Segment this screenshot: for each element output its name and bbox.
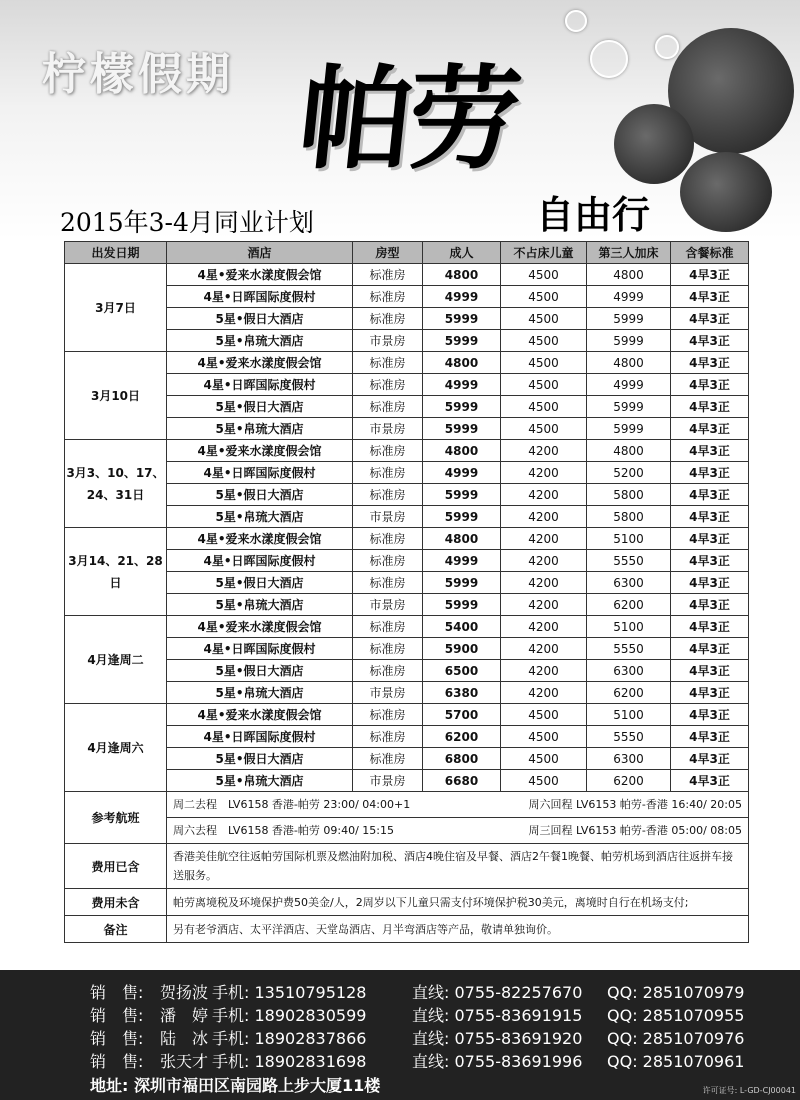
adult-price-cell: 5999: [423, 594, 501, 616]
included-text: 香港美佳航空往返帕劳国际机票及燃油附加税、酒店4晚住宿及早餐、酒店2午餐1晚餐、帕劳机场到酒店往返拼车接送服务。: [167, 844, 749, 889]
brand-logo: 柠檬假期: [42, 49, 234, 100]
contact-qq: QQ: 2851070976: [607, 1029, 745, 1048]
extra-bed-price-cell: 6300: [587, 748, 671, 770]
extra-bed-price-cell: 5999: [587, 396, 671, 418]
hotel-cell: 4星•爱来水漾度假会馆: [167, 264, 353, 286]
hotel-cell: 5星•帛琉大酒店: [167, 594, 353, 616]
table-row: [65, 308, 749, 330]
table-row: [65, 528, 749, 550]
adult-price-cell: 6500: [423, 660, 501, 682]
adult-price-cell: 4800: [423, 528, 501, 550]
plan-title: 2015年3-4月同业计划: [60, 208, 314, 237]
table-row: [65, 440, 749, 462]
column-header: 第三人加床: [587, 242, 671, 264]
meal-cell: 4早3正: [671, 352, 749, 374]
table-row: [65, 352, 749, 374]
flights-row: [65, 818, 749, 844]
contact-row: [90, 1003, 744, 1026]
hotel-cell: 5星•帛琉大酒店: [167, 682, 353, 704]
room-type-cell: 标准房: [353, 748, 423, 770]
meal-cell: 4早3正: [671, 396, 749, 418]
contact-mobile: 手机: 18902837866: [212, 1029, 367, 1048]
extra-bed-price-cell: 6200: [587, 682, 671, 704]
room-type-cell: 标准房: [353, 484, 423, 506]
child-price-cell: 4500: [501, 308, 587, 330]
contact-mobile: 手机: 13510795128: [212, 983, 367, 1002]
remarks-text: 另有老爷酒店、太平洋酒店、天堂岛酒店、月半弯酒店等产品，敬请单独询价。: [167, 916, 749, 943]
meal-cell: 4早3正: [671, 594, 749, 616]
meal-cell: 4早3正: [671, 264, 749, 286]
excluded-label: 费用未含: [65, 889, 167, 916]
adult-price-cell: 5700: [423, 704, 501, 726]
contact-mobile: 手机: 18902830599: [212, 1006, 367, 1025]
hotel-cell: 4星•日晖国际度假村: [167, 462, 353, 484]
table-row: [65, 704, 749, 726]
flight-return-sat: 周六回程 LV6153 帕劳-香港 16:40/ 20:05: [528, 798, 742, 811]
meal-cell: 4早3正: [671, 748, 749, 770]
hotel-cell: 5星•帛琉大酒店: [167, 506, 353, 528]
excluded-text: 帕劳离境税及环境保护费50美金/人，2周岁以下儿童只需支付环境保护税30美元，离境时自行在机场支付;: [167, 889, 749, 916]
bubble-decoration: [655, 35, 679, 59]
extra-bed-price-cell: 5100: [587, 616, 671, 638]
adult-price-cell: 5900: [423, 638, 501, 660]
meal-cell: 4早3正: [671, 418, 749, 440]
contact-direct-line: 直线: 0755-83691920: [412, 1029, 583, 1048]
adult-price-cell: 6800: [423, 748, 501, 770]
extra-bed-price-cell: 4800: [587, 264, 671, 286]
hotel-cell: 4星•爱来水漾度假会馆: [167, 440, 353, 462]
room-type-cell: 标准房: [353, 440, 423, 462]
extra-bed-price-cell: 6300: [587, 660, 671, 682]
table-row: [65, 660, 749, 682]
adult-price-cell: 5400: [423, 616, 501, 638]
hotel-cell: 5星•假日大酒店: [167, 660, 353, 682]
room-type-cell: 标准房: [353, 660, 423, 682]
child-price-cell: 4200: [501, 440, 587, 462]
extra-bed-price-cell: 4999: [587, 286, 671, 308]
room-type-cell: 标准房: [353, 638, 423, 660]
extra-bed-price-cell: 5100: [587, 704, 671, 726]
adult-price-cell: 4999: [423, 374, 501, 396]
adult-price-cell: 6380: [423, 682, 501, 704]
child-price-cell: 4500: [501, 352, 587, 374]
room-type-cell: 市景房: [353, 594, 423, 616]
table-row: [65, 748, 749, 770]
child-price-cell: 4500: [501, 726, 587, 748]
adult-price-cell: 6680: [423, 770, 501, 792]
hotel-cell: 5星•假日大酒店: [167, 572, 353, 594]
flight-outbound-sat: 周六去程 LV6158 香港-帕劳 09:40/ 15:15: [173, 824, 395, 837]
bubble-decoration: [590, 40, 628, 78]
adult-price-cell: 4800: [423, 440, 501, 462]
child-price-cell: 4200: [501, 462, 587, 484]
room-type-cell: 市景房: [353, 682, 423, 704]
room-type-cell: 标准房: [353, 528, 423, 550]
adult-price-cell: 5999: [423, 484, 501, 506]
coral-photo: [614, 104, 694, 184]
child-price-cell: 4500: [501, 418, 587, 440]
room-type-cell: 市景房: [353, 418, 423, 440]
meal-cell: 4早3正: [671, 308, 749, 330]
departure-date-cell: 3月7日: [65, 264, 167, 352]
child-price-cell: 4500: [501, 374, 587, 396]
child-price-cell: 4200: [501, 484, 587, 506]
adult-price-cell: 4999: [423, 462, 501, 484]
flight-return-wed: 周三回程 LV6153 帕劳-香港 05:00/ 08:05: [528, 824, 742, 837]
room-type-cell: 标准房: [353, 550, 423, 572]
contact-role: 销 售:: [90, 983, 144, 1002]
column-header: 酒店: [167, 242, 353, 264]
extra-bed-price-cell: 5800: [587, 506, 671, 528]
flights-row: [65, 792, 749, 818]
meal-cell: 4早3正: [671, 374, 749, 396]
address: 地址: 深圳市福田区南园路上步大厦11楼: [90, 1076, 381, 1095]
meal-cell: 4早3正: [671, 440, 749, 462]
adult-price-cell: 4800: [423, 264, 501, 286]
room-type-cell: 标准房: [353, 462, 423, 484]
table-row: [65, 616, 749, 638]
child-price-cell: 4500: [501, 264, 587, 286]
license-number: 许可证号: L-GD-CJ00041: [702, 1086, 796, 1095]
extra-bed-price-cell: 5999: [587, 308, 671, 330]
hotel-cell: 5星•假日大酒店: [167, 484, 353, 506]
adult-price-cell: 5999: [423, 330, 501, 352]
hotel-cell: 4星•爱来水漾度假会馆: [167, 528, 353, 550]
contact-qq: QQ: 2851070961: [607, 1052, 745, 1071]
child-price-cell: 4200: [501, 638, 587, 660]
table-row: [65, 374, 749, 396]
extra-bed-price-cell: 6200: [587, 594, 671, 616]
table-row: [65, 396, 749, 418]
meal-cell: 4早3正: [671, 330, 749, 352]
room-type-cell: 市景房: [353, 506, 423, 528]
adult-price-cell: 5999: [423, 506, 501, 528]
extra-bed-price-cell: 6200: [587, 770, 671, 792]
child-price-cell: 4200: [501, 682, 587, 704]
hotel-cell: 4星•爱来水漾度假会馆: [167, 352, 353, 374]
meal-cell: 4早3正: [671, 682, 749, 704]
extra-bed-price-cell: 4800: [587, 440, 671, 462]
departure-date-cell: 3月14、21、28日: [65, 528, 167, 616]
table-row: [65, 330, 749, 352]
meal-cell: 4早3正: [671, 770, 749, 792]
remarks-label: 备注: [65, 916, 167, 943]
extra-bed-price-cell: 4999: [587, 374, 671, 396]
departure-date-cell: 4月逢周六: [65, 704, 167, 792]
meal-cell: 4早3正: [671, 704, 749, 726]
flights-label: 参考航班: [65, 792, 167, 844]
child-price-cell: 4200: [501, 594, 587, 616]
flights-line-2: [167, 818, 749, 844]
adult-price-cell: 5999: [423, 396, 501, 418]
table-row: [65, 462, 749, 484]
destination-title: 帕劳: [293, 55, 523, 185]
room-type-cell: 标准房: [353, 396, 423, 418]
child-price-cell: 4200: [501, 616, 587, 638]
contact-direct-line: 直线: 0755-83691996: [412, 1052, 583, 1071]
contact-role: 销 售:: [90, 1029, 144, 1048]
extra-bed-price-cell: 5100: [587, 528, 671, 550]
hotel-cell: 4星•日晖国际度假村: [167, 550, 353, 572]
flights-line-1: [167, 792, 749, 818]
meal-cell: 4早3正: [671, 286, 749, 308]
hotel-cell: 5星•帛琉大酒店: [167, 770, 353, 792]
meal-cell: 4早3正: [671, 506, 749, 528]
extra-bed-price-cell: 5550: [587, 550, 671, 572]
child-price-cell: 4500: [501, 330, 587, 352]
table-row: [65, 418, 749, 440]
hotel-cell: 4星•日晖国际度假村: [167, 638, 353, 660]
column-header: 含餐标准: [671, 242, 749, 264]
included-row: [65, 844, 749, 889]
table-row: [65, 770, 749, 792]
contact-qq: QQ: 2851070979: [607, 983, 745, 1002]
contact-name: 陆 冰: [160, 1029, 209, 1048]
child-price-cell: 4500: [501, 704, 587, 726]
hotel-cell: 5星•帛琉大酒店: [167, 418, 353, 440]
room-type-cell: 标准房: [353, 726, 423, 748]
meal-cell: 4早3正: [671, 660, 749, 682]
contact-mobile: 手机: 18902831698: [212, 1052, 367, 1071]
contact-role: 销 售:: [90, 1006, 144, 1025]
contact-row: [90, 980, 744, 1003]
room-type-cell: 标准房: [353, 374, 423, 396]
table-row: [65, 264, 749, 286]
meal-cell: 4早3正: [671, 638, 749, 660]
contact-direct-line: 直线: 0755-82257670: [412, 983, 583, 1002]
child-price-cell: 4500: [501, 396, 587, 418]
flight-outbound-tue: 周二去程 LV6158 香港-帕劳 23:00/ 04:00+1: [173, 798, 411, 811]
contact-row: [90, 1049, 744, 1072]
table-header-row: [65, 242, 749, 264]
adult-price-cell: 6200: [423, 726, 501, 748]
extra-bed-price-cell: 6300: [587, 572, 671, 594]
adult-price-cell: 5999: [423, 418, 501, 440]
room-type-cell: 标准房: [353, 616, 423, 638]
extra-bed-price-cell: 5999: [587, 418, 671, 440]
hotel-cell: 4星•日晖国际度假村: [167, 374, 353, 396]
extra-bed-price-cell: 5999: [587, 330, 671, 352]
meal-cell: 4早3正: [671, 462, 749, 484]
meal-cell: 4早3正: [671, 528, 749, 550]
room-type-cell: 市景房: [353, 330, 423, 352]
extra-bed-price-cell: 5800: [587, 484, 671, 506]
contact-name: 潘 婷: [160, 1006, 209, 1025]
adult-price-cell: 4999: [423, 286, 501, 308]
hotel-cell: 4星•日晖国际度假村: [167, 286, 353, 308]
meal-cell: 4早3正: [671, 726, 749, 748]
hotel-cell: 5星•假日大酒店: [167, 308, 353, 330]
contact-qq: QQ: 2851070955: [607, 1006, 745, 1025]
child-price-cell: 4500: [501, 770, 587, 792]
excluded-row: [65, 889, 749, 916]
child-price-cell: 4200: [501, 528, 587, 550]
header-banner: [0, 0, 800, 240]
table-row: [65, 506, 749, 528]
hotel-cell: 4星•爱来水漾度假会馆: [167, 704, 353, 726]
contact-footer: [0, 970, 800, 1100]
table-row: [65, 286, 749, 308]
child-price-cell: 4500: [501, 748, 587, 770]
subtitle: 自由行: [536, 193, 651, 237]
bubble-decoration: [565, 10, 587, 32]
column-header: 房型: [353, 242, 423, 264]
table-row: [65, 638, 749, 660]
meal-cell: 4早3正: [671, 484, 749, 506]
adult-price-cell: 5999: [423, 572, 501, 594]
child-price-cell: 4200: [501, 550, 587, 572]
child-price-cell: 4200: [501, 506, 587, 528]
island-photo: [680, 152, 772, 232]
hotel-cell: 5星•假日大酒店: [167, 396, 353, 418]
room-type-cell: 标准房: [353, 572, 423, 594]
room-type-cell: 标准房: [353, 704, 423, 726]
table-row: [65, 572, 749, 594]
hotel-cell: 4星•爱来水漾度假会馆: [167, 616, 353, 638]
price-table: [64, 241, 749, 943]
departure-date-cell: 3月3、10、17、24、31日: [65, 440, 167, 528]
meal-cell: 4早3正: [671, 616, 749, 638]
child-price-cell: 4200: [501, 572, 587, 594]
table-row: [65, 594, 749, 616]
table-row: [65, 682, 749, 704]
column-header: 不占床儿童: [501, 242, 587, 264]
table-row: [65, 484, 749, 506]
column-header: 出发日期: [65, 242, 167, 264]
room-type-cell: 标准房: [353, 286, 423, 308]
departure-date-cell: 3月10日: [65, 352, 167, 440]
extra-bed-price-cell: 5550: [587, 726, 671, 748]
table-row: [65, 726, 749, 748]
room-type-cell: 市景房: [353, 770, 423, 792]
contact-direct-line: 直线: 0755-83691915: [412, 1006, 583, 1025]
hotel-cell: 5星•帛琉大酒店: [167, 330, 353, 352]
meal-cell: 4早3正: [671, 550, 749, 572]
hotel-cell: 5星•假日大酒店: [167, 748, 353, 770]
contact-name: 张天才: [160, 1052, 209, 1071]
meal-cell: 4早3正: [671, 572, 749, 594]
adult-price-cell: 4999: [423, 550, 501, 572]
extra-bed-price-cell: 4800: [587, 352, 671, 374]
hotel-cell: 4星•日晖国际度假村: [167, 726, 353, 748]
extra-bed-price-cell: 5550: [587, 638, 671, 660]
adult-price-cell: 4800: [423, 352, 501, 374]
included-label: 费用已含: [65, 844, 167, 889]
room-type-cell: 标准房: [353, 264, 423, 286]
column-header: 成人: [423, 242, 501, 264]
child-price-cell: 4500: [501, 286, 587, 308]
adult-price-cell: 5999: [423, 308, 501, 330]
contact-name: 贺扬波: [160, 983, 209, 1002]
room-type-cell: 标准房: [353, 352, 423, 374]
contact-row: [90, 1026, 744, 1049]
child-price-cell: 4200: [501, 660, 587, 682]
contact-role: 销 售:: [90, 1052, 144, 1071]
extra-bed-price-cell: 5200: [587, 462, 671, 484]
table-row: [65, 550, 749, 572]
departure-date-cell: 4月逢周二: [65, 616, 167, 704]
room-type-cell: 标准房: [353, 308, 423, 330]
remarks-row: [65, 916, 749, 943]
